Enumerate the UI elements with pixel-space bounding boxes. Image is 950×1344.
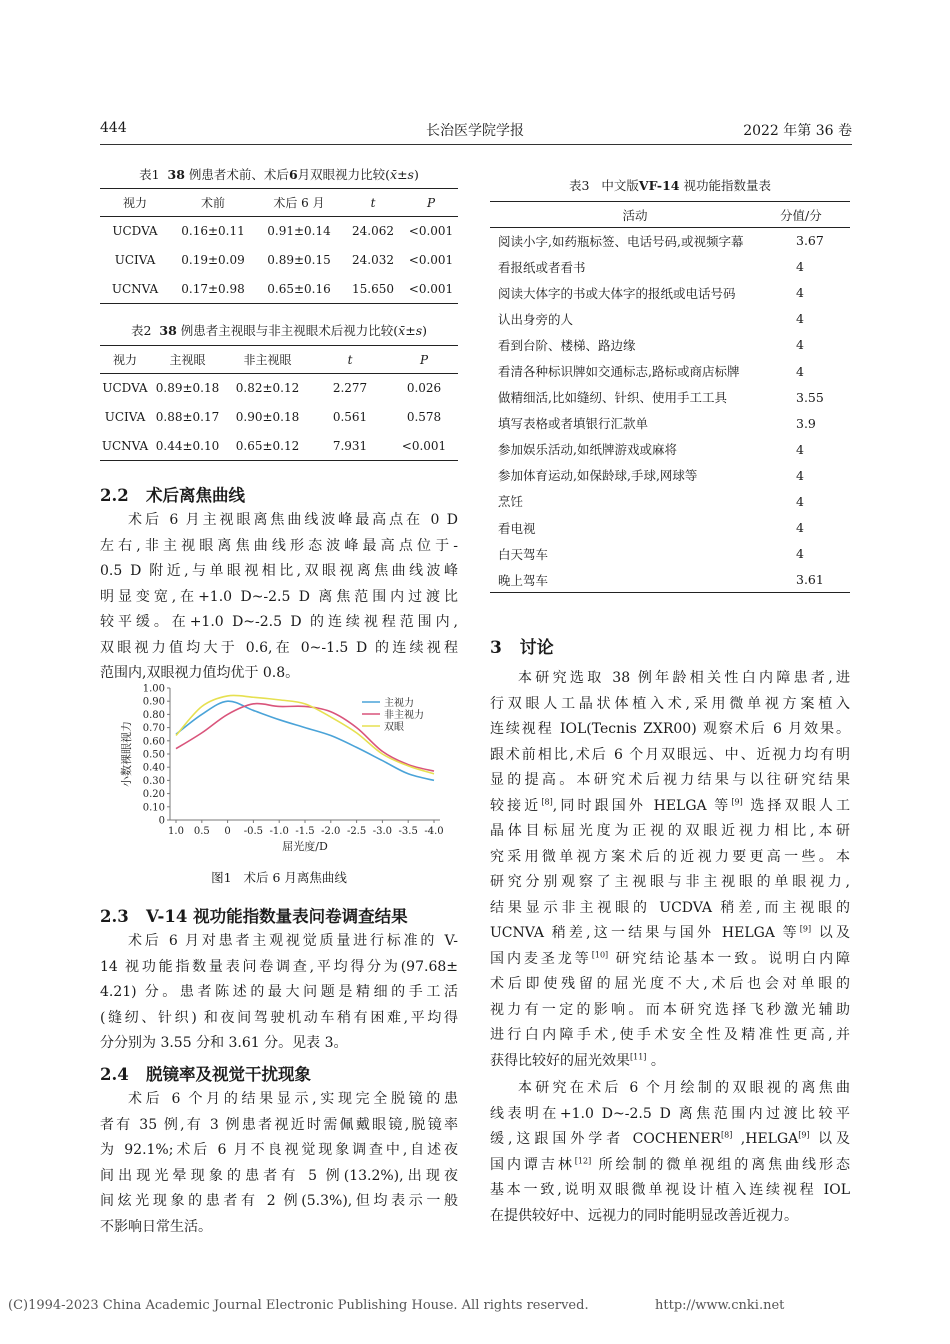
table1-caption: 表1 38 例患者术前、术后6月双眼视力比较(x̄±s) — [139, 167, 419, 182]
table-header-cell: 分值/分 — [780, 207, 822, 223]
y-tick-label: 0.20 — [142, 789, 165, 801]
table-cell: 0.65±0.12 — [235, 438, 300, 453]
paragraph-line: 国内谭吉林[12] 所绘制的微单视组的离焦曲线形态 — [490, 1155, 851, 1173]
table-cell: 4 — [796, 493, 804, 509]
table-header-cell: 主视眼 — [169, 353, 206, 367]
table-header-cell: P — [426, 195, 436, 210]
y-tick-label: 1.00 — [142, 683, 165, 695]
paragraph-line: 连续视程 IOL(Tecnis ZXR00) 观察术后 6 月效果。 — [490, 721, 850, 737]
table-row — [100, 432, 458, 461]
paragraph-line: 线表明在+1.0 D~-2.5 D 离焦范围内过渡比较平 — [490, 1105, 850, 1122]
table-cell: 4 — [796, 285, 804, 301]
paragraph: 本研究选取 38 例年龄相关性白内障患者,进 — [518, 670, 850, 686]
section-2-4-body — [100, 1087, 458, 1240]
table-cell: 白天驾车 — [498, 546, 549, 562]
table-cell: 7.931 — [332, 438, 368, 453]
paragraph-line: 结果显示非主视眼的 UCDVA 稍差,而主视眼的 — [490, 899, 850, 916]
table-cell: 24.062 — [352, 224, 394, 239]
citation: [11] — [630, 1051, 647, 1061]
table2 — [100, 345, 458, 461]
paragraph-line: 较平缓。在+1.0 D~-2.5 D 的连续视程范围内, — [100, 614, 458, 630]
paragraph-line: 14 视功能指数量表问卷调查,平均得分为(97.68± — [100, 958, 458, 975]
y-tick-label: 0.60 — [142, 736, 165, 748]
citation: [8] — [721, 1130, 733, 1140]
table-cell: 3.55 — [796, 389, 824, 405]
paragraph-line: 视力有一定的影响。而本研究选择飞秒激光辅助 — [490, 1001, 850, 1018]
table-cell: 3.61 — [796, 572, 824, 588]
table-cell: 0.19±0.09 — [181, 253, 245, 267]
paragraph-line: 进行白内障手术,使手术安全性及精准性更高,并 — [490, 1027, 850, 1043]
journal-name: 长治医学院学报 — [426, 123, 524, 139]
citation: [9] — [731, 796, 743, 806]
table-header-cell: t — [347, 352, 353, 367]
y-tick-label: 0.10 — [142, 802, 165, 814]
copyright-text: (C)1994-2023 China Academic Journal Electronic Publishing House. All rights reserved. — [8, 1298, 589, 1313]
x-tick-label: 0.5 — [193, 826, 210, 837]
table-header-cell: P — [419, 352, 429, 367]
table-cell: 看到台阶、楼梯、路边缘 — [498, 337, 636, 353]
legend-label: 非主视力 — [384, 710, 424, 721]
paragraph-line: 为 92.1%;术后 6 月不良视觉现象调查中,自述夜 — [100, 1142, 458, 1158]
paragraph-line: 研究分别观察了主视眼与非主视眼的单眼视力, — [490, 874, 850, 890]
table-row — [100, 403, 458, 432]
table-row — [100, 246, 458, 275]
table-cell: UCDVA — [102, 381, 148, 396]
table-cell: 阅读小字,如药瓶标签、电话号码,或视频字幕 — [498, 233, 744, 249]
table-cell: 0.026 — [406, 381, 442, 396]
table-header-cell: 非主视眼 — [243, 353, 292, 367]
table-cell: UCNVA — [111, 281, 159, 296]
paragraph-line: 0.5 D 附近,与单眼视相比,双眼视离焦曲线波峰 — [100, 563, 458, 579]
citation: [8] — [541, 796, 553, 806]
paragraph-line: 基本一致,说明双眼微单视设计植入连续视程 IOL — [490, 1182, 850, 1198]
table-row — [490, 384, 850, 410]
table-row — [490, 332, 850, 358]
paragraph-line: 缓,这跟国外学者 COCHENER[8] ,HELGA[9] 以及 — [490, 1130, 851, 1147]
section-2-3-heading: 2.3 V-14 视功能指数量表问卷调查结果 — [100, 907, 408, 926]
table-cell: 4 — [796, 311, 804, 327]
table-cell: 3.67 — [796, 233, 824, 249]
volume-info: 2022 年第 36 卷 — [743, 123, 852, 139]
table-cell: 看电视 — [498, 520, 536, 536]
section-2-3-body — [100, 929, 458, 1057]
table-row — [490, 410, 850, 436]
paragraph-line: 4.21) 分。患者陈述的最大问题是精细的手工活 — [100, 984, 458, 1000]
table-cell: 0.82±0.12 — [235, 381, 300, 396]
table-cell: 0.16±0.11 — [181, 224, 245, 239]
x-tick-label: 1.0 — [168, 826, 184, 837]
table-cell: 4 — [796, 441, 804, 457]
table-cell: 阅读大体字的书或大体字的报纸或电话号码 — [498, 285, 736, 301]
paragraph-line: 晶体目标屈光度为正视的双眼近视力相比,本研 — [490, 823, 850, 839]
paragraph-line: 国内麦圣龙等[10] 研究结论基本一致。说明白内障 — [490, 949, 851, 967]
table-row — [490, 280, 850, 306]
paragraph: 术后 6 月对患者主观视觉质量进行标准的 V- — [128, 933, 458, 949]
y-tick-label: 0.80 — [142, 709, 165, 721]
x-tick-label: -2.5 — [346, 826, 367, 837]
table-cell: 做精细活,比如缝纫、针织、使用手工工具 — [498, 390, 727, 406]
table-header-cell: 术前 — [200, 196, 225, 210]
table-cell: UCDVA — [112, 224, 158, 239]
table-row — [100, 374, 458, 403]
table1 — [100, 188, 458, 304]
table-cell: <0.001 — [408, 253, 454, 267]
x-tick-label: -0.5 — [243, 826, 264, 837]
page-number: 444 — [100, 120, 127, 136]
y-tick-label: 0 — [158, 815, 165, 827]
paragraph-line: 获得比较好的屈光效果[11] 。 — [490, 1051, 665, 1069]
table-cell: 15.650 — [352, 281, 394, 296]
table-row — [490, 515, 850, 541]
section-2-2-body — [100, 508, 458, 687]
y-tick-label: 0.40 — [142, 762, 165, 774]
paragraph-line: 间出现光晕现象的患者有 5 例(13.2%),出现夜 — [100, 1167, 458, 1184]
paragraph-line: 范围内,双眼视力值均优于 0.8。 — [100, 665, 300, 681]
section-2-4-heading: 2.4 脱镜率及视觉干扰现象 — [100, 1065, 311, 1084]
table-header-cell: t — [370, 195, 376, 210]
paragraph-line: UCNVA 稍差,这一结果与国外 HELGA 等[9] 以及 — [490, 924, 851, 941]
x-tick-label: -3.0 — [372, 826, 393, 837]
paragraph-line: 术后即使残留的屈光度不大,术后也会对单眼的 — [490, 976, 850, 992]
table-cell: 2.277 — [332, 381, 368, 396]
x-tick-label: 0 — [224, 826, 231, 837]
table-cell: 4 — [796, 259, 804, 275]
table-row — [100, 275, 458, 304]
table-cell: 4 — [796, 363, 804, 379]
table-cell: 填写表格或者填银行汇款单 — [498, 416, 649, 432]
paragraph: 术后 6 月主视眼离焦曲线波峰最高点在 0 D — [128, 512, 458, 528]
section-3-body — [490, 666, 850, 1229]
table-cell: <0.001 — [408, 281, 454, 296]
table-cell: <0.001 — [408, 224, 454, 239]
table-cell: 4 — [796, 520, 804, 536]
footer-url[interactable]: http://www.cnki.net — [655, 1298, 785, 1313]
table-row — [490, 567, 850, 593]
table-cell: 4 — [796, 337, 804, 353]
table-cell: 烹饪 — [498, 494, 524, 510]
table-row — [490, 254, 850, 280]
table3-caption: 表3 中文版VF-14 视功能指数量表 — [569, 178, 771, 193]
table-cell: 0.89±0.18 — [155, 381, 220, 396]
paragraph-line: 间炫光现象的患者有 2 例(5.3%),但均表示一般 — [100, 1193, 458, 1209]
figure1-caption: 图1 术后 6 月离焦曲线 — [211, 870, 347, 885]
table-cell: 0.578 — [406, 410, 442, 424]
header-rule — [100, 144, 852, 145]
table3 — [490, 201, 850, 593]
paragraph-line: (缝纫、针织) 和夜间驾驶机动车稍有困难,平均得 — [100, 1009, 458, 1026]
table-cell: UCIVA — [114, 253, 156, 267]
x-tick-label: -1.5 — [295, 826, 315, 837]
table-cell: <0.001 — [401, 438, 447, 453]
table-header-cell: 活动 — [622, 207, 648, 223]
paragraph-line: 左右,非主视眼离焦曲线形态波峰最高点位于- — [100, 537, 458, 554]
defocus-curve-chart — [100, 680, 460, 865]
y-tick-label: 0.90 — [142, 696, 165, 708]
table-row — [490, 358, 850, 384]
paragraph-line: 究采用微单视方案术后的近视力要更高一些。本 — [490, 848, 850, 865]
paragraph-line: 行双眼人工晶状体植入术,采用微单视方案植入 — [490, 695, 850, 712]
paragraph-line: 双眼视力值均大于 0.6,在 0~-1.5 D 的连续视程 — [100, 639, 458, 656]
paragraph-line: 跟术前相比,术后 6 个月双眼远、中、近视力均有明 — [490, 746, 850, 763]
table-cell: 看清各种标识牌如交通标志,路标或商店标牌 — [498, 364, 740, 380]
table-header-cell: 视力 — [122, 196, 147, 210]
table-cell: 4 — [796, 467, 804, 483]
table-header-cell: 视力 — [112, 353, 137, 367]
table-row — [100, 217, 458, 246]
table-cell: 参加娱乐活动,如纸牌游戏或麻将 — [498, 442, 677, 458]
table-row — [490, 541, 850, 567]
paragraph-line: 不影响日常生活。 — [100, 1218, 212, 1235]
table-cell: UCIVA — [104, 410, 146, 424]
x-tick-label: -1.0 — [269, 826, 289, 837]
table-cell: UCNVA — [101, 438, 149, 453]
table-row — [490, 462, 850, 488]
section-3-heading: 3 讨论 — [490, 638, 554, 658]
table-cell: 0.89±0.15 — [267, 253, 331, 267]
paragraph: 本研究在术后 6 个月绘制的双眼视的离焦曲 — [518, 1080, 850, 1096]
y-tick-label: 0.30 — [142, 775, 165, 787]
x-tick-label: -4.0 — [424, 826, 444, 837]
table-row — [490, 436, 850, 462]
y-tick-label: 0.50 — [142, 749, 165, 761]
section-2-2-heading: 2.2 术后离焦曲线 — [100, 486, 245, 505]
table-cell: 0.561 — [332, 410, 368, 424]
paragraph-line: 在提供较好中、远视力的同时能明显改善近视力。 — [490, 1207, 798, 1224]
table-header-cell: 术后 6 月 — [273, 196, 325, 210]
citation: [9] — [798, 1130, 810, 1140]
citation: [12] — [574, 1155, 592, 1165]
table-cell: 0.90±0.18 — [235, 410, 300, 424]
citation: [10] — [591, 949, 609, 959]
legend-label: 主视力 — [384, 698, 414, 709]
paragraph-line: 者有 35 例,有 3 例患者视近时需佩戴眼镜,脱镜率 — [100, 1116, 458, 1133]
table-cell: 0.44±0.10 — [155, 438, 220, 453]
table-row — [490, 488, 850, 514]
table-cell: 24.032 — [352, 253, 394, 267]
x-tick-label: -3.5 — [398, 826, 418, 837]
y-axis-label: 小数裸眼视力 — [120, 721, 133, 787]
table-cell: 参加体育运动,如保龄球,手球,网球等 — [498, 468, 698, 484]
table2-caption: 表2 38 例患者主视眼与非主视眼术后视力比较(x̄±s) — [130, 323, 428, 338]
paragraph: 术后 6 个月的结果显示,实现完全脱镜的患 — [128, 1091, 458, 1107]
paragraph-line: 明显变宽,在+1.0 D~-2.5 D 离焦范围内过渡比 — [100, 588, 458, 605]
table-cell: 0.88±0.17 — [155, 410, 220, 424]
x-axis-label: 屈光度/D — [282, 840, 328, 853]
table-row — [490, 306, 850, 332]
table-cell: 0.91±0.14 — [267, 224, 331, 239]
y-tick-label: 0.70 — [142, 723, 165, 735]
table-cell: 3.9 — [796, 415, 816, 431]
table-row — [490, 228, 850, 254]
table-cell: 0.17±0.98 — [181, 281, 245, 296]
table-cell: 看报纸或者看书 — [498, 259, 586, 275]
table-cell: 0.65±0.16 — [267, 281, 331, 296]
citation: [9] — [799, 924, 812, 934]
x-tick-label: -2.0 — [321, 826, 341, 837]
legend-label: 双眼 — [384, 722, 404, 733]
paragraph-line: 分分别为 3.55 分和 3.61 分。见表 3。 — [100, 1035, 348, 1051]
paragraph-line: 显的提高。本研究术后视力结果与以往研究结果 — [490, 772, 850, 788]
table-cell: 认出身旁的人 — [498, 311, 574, 327]
paragraph-line: 较接近[8],同时跟国外 HELGA 等[9] 选择双眼人工 — [490, 796, 851, 814]
table-cell: 晚上驾车 — [498, 572, 549, 588]
table-cell: 4 — [796, 546, 804, 562]
